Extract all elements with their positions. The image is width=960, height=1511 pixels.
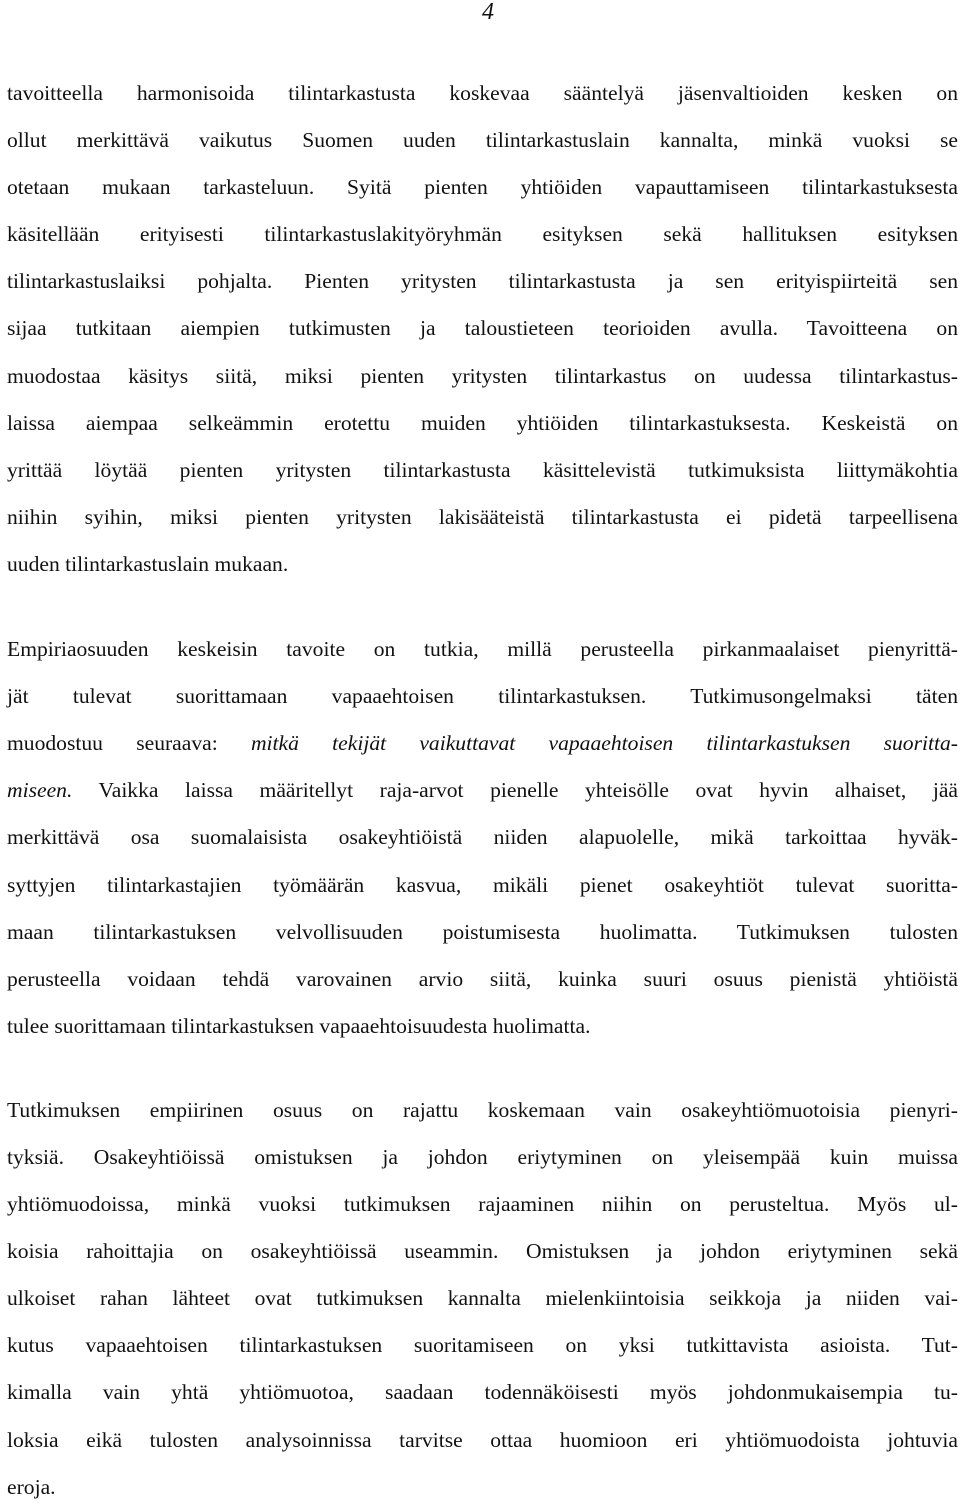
text-line: yhtiömuodoissa, minkä vuoksi tutkimuksen rajaaminen niihin on perusteltua. Myös ul- xyxy=(7,1192,958,1217)
text-line: merkittävä osa suomalaisista osakeyhtiöistä niiden alapuolelle, mikä tarkoittaa hyväk- xyxy=(7,825,958,850)
document-body xyxy=(7,70,958,1511)
text-line: loksia eikä tulosten analysoinnissa tarvitse ottaa huomioon eri yhtiömuodoista johtuvia xyxy=(7,1427,958,1452)
text-line: Tutkimuksen empiirinen osuus on rajattu koskemaan vain osakeyhtiömuotoisia pienyri- xyxy=(7,1097,958,1122)
text-line: syttyjen tilintarkastajien työmäärän kasvua, mikäli pienet osakeyhtiöt tulevat suoritta- xyxy=(7,872,958,897)
text-line: kimalla vain yhtä yhtiömuotoa, saadaan todennäköisesti myös johdonmukaisempia tu- xyxy=(7,1380,958,1405)
text-line: Empiriaosuuden keskeisin tavoite on tutkia, millä perusteella pirkanmaalaiset pienyrittä- xyxy=(7,637,958,662)
text-line-mixed xyxy=(7,720,958,767)
text-line: käsitellään erityisesti tilintarkastuslakityöryhmän esityksen sekä hallituksen esityksen xyxy=(7,222,958,247)
paragraph-3 xyxy=(7,1087,958,1511)
paragraph-1 xyxy=(7,70,958,588)
text-line: jät tulevat suorittamaan vapaaehtoisen tilintarkastuksen. Tutkimusongelmaksi täten xyxy=(7,684,958,709)
text-line: koisia rahoittajia on osakeyhtiöissä useammin. Omistuksen ja johdon eriytyminen sekä xyxy=(7,1239,958,1264)
research-question-italic: mitkä tekijät vaikuttavat vapaaehtoisen tilintarkastuksen suoritta- xyxy=(250,731,958,756)
text-line: tulee suorittamaan tilintarkastuksen vapaaehtoisuudesta huolimatta. xyxy=(7,1013,591,1038)
paragraph-2 xyxy=(7,626,958,1050)
text-line: ulkoiset rahan lähteet ovat tutkimuksen kannalta mielenkiintoisia seikkoja ja niiden vai- xyxy=(7,1286,958,1311)
text-line: tavoitteella harmonisoida tilintarkastusta koskevaa sääntelyä jäsenvaltioiden kesken on xyxy=(7,81,958,105)
text-line: tilintarkastuslaiksi pohjalta. Pienten yritysten tilintarkastusta ja sen erityispiirteitä sen xyxy=(7,269,958,294)
text-line: eroja. xyxy=(7,1474,56,1499)
text-segment: Vaikka laissa määritellyt raja-arvot pienelle yhteisölle ovat hyvin alhaiset, jää xyxy=(72,778,958,803)
text-line: maan tilintarkastuksen velvollisuuden poistumisesta huolimatta. Tutkimuksen tulosten xyxy=(7,919,958,944)
text-line: ollut merkittävä vaikutus Suomen uuden tilintarkastuslain kannalta, minkä vuoksi se xyxy=(7,128,958,153)
research-question-italic: miseen. xyxy=(7,778,73,803)
text-line: uuden tilintarkastuslain mukaan. xyxy=(7,551,289,576)
text-line: laissa aiempaa selkeämmin erotettu muiden yhtiöiden tilintarkastuksesta. Keskeistä on xyxy=(7,410,958,435)
text-line: niihin syihin, miksi pienten yritysten lakisääteistä tilintarkastusta ei pidetä tarpeellisena xyxy=(7,504,958,529)
text-line: perusteella voidaan tehdä varovainen arvio siitä, kuinka suuri osuus pienistä yhtiöistä xyxy=(7,966,958,991)
text-line: tyksiä. Osakeyhtiöissä omistuksen ja johdon eriytyminen on yleisempää kuin muissa xyxy=(7,1144,958,1169)
page-number: 4 xyxy=(482,0,494,25)
text-segment: muodostuu seuraava: xyxy=(7,731,251,756)
text-line-mixed xyxy=(7,767,958,814)
text-line: yrittää löytää pienten yritysten tilintarkastusta käsittelevistä tutkimuksista liittymäkohtia xyxy=(7,457,958,482)
text-line: otetaan mukaan tarkasteluun. Syitä pienten yhtiöiden vapauttamiseen tilintarkastuksesta xyxy=(7,175,958,200)
text-line: sijaa tutkitaan aiempien tutkimusten ja taloustieteen teorioiden avulla. Tavoitteena on xyxy=(7,316,958,341)
text-line: muodostaa käsitys siitä, miksi pienten yritysten tilintarkastus on uudessa tilintarkastus- xyxy=(7,363,958,388)
text-line: kutus vapaaehtoisen tilintarkastuksen suoritamiseen on yksi tutkittavista asioista. Tut- xyxy=(7,1333,958,1358)
